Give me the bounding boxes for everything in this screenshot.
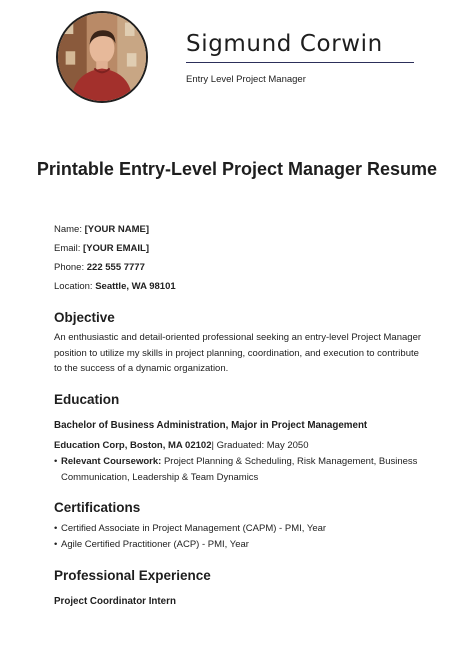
section-heading-certifications: Certifications	[54, 500, 141, 515]
section-heading-experience: Professional Experience	[54, 568, 211, 583]
coursework-label: Relevant Coursework:	[61, 456, 162, 467]
certification-item	[54, 537, 424, 553]
coursework-bullet	[54, 454, 424, 485]
education-graduated: Graduated: May 2050	[216, 440, 309, 451]
education-school: Education Corp, Boston, MA 02102	[54, 440, 212, 451]
education-school-line	[54, 440, 309, 451]
contact-name	[54, 224, 149, 235]
contact-label: Location:	[54, 281, 93, 292]
contact-phone	[54, 262, 145, 273]
candidate-role: Entry Level Project Manager	[186, 74, 306, 85]
profile-photo	[56, 11, 148, 103]
separator: |	[211, 440, 217, 451]
experience-job-title: Project Coordinator Intern	[54, 596, 176, 607]
contact-value: [YOUR EMAIL]	[83, 243, 150, 254]
contact-label: Phone:	[54, 262, 85, 273]
header-divider	[186, 62, 414, 63]
coursework-text	[61, 454, 424, 485]
section-heading-objective: Objective	[54, 310, 115, 325]
certification-text: • Agile Certified Practitioner (ACP) - PMI, Year	[61, 539, 249, 550]
contact-value: [YOUR NAME]	[84, 224, 150, 235]
coursework-list: Project Planning & Scheduling, Risk Management, Business Communication, Leadership & Team Dynamics	[61, 456, 418, 483]
document-title: Printable Entry-Level Project Manager Resume	[36, 159, 438, 179]
person-portrait-icon	[58, 13, 146, 101]
contact-value: 222 555 7777	[86, 262, 145, 273]
education-degree: Bachelor of Business Administration, Major in Project Management	[54, 420, 368, 431]
contact-location	[54, 281, 176, 292]
contact-label: Email:	[54, 243, 81, 254]
contact-value: Seattle, WA 98101	[95, 281, 176, 292]
section-heading-education: Education	[54, 392, 120, 407]
certification-item	[54, 521, 424, 537]
certification-text: • Certified Associate in Project Management (CAPM) - PMI, Year	[61, 523, 327, 534]
objective-text: An enthusiastic and detail-oriented professional seeking an entry-level Project Manager position to utilize my skills in project planning, coordination, and execution to contribute to the success of a dynamic organization.	[54, 332, 422, 374]
contact-label: Name:	[54, 224, 82, 235]
contact-email	[54, 243, 149, 254]
candidate-name: Sigmund Corwin	[186, 31, 383, 57]
